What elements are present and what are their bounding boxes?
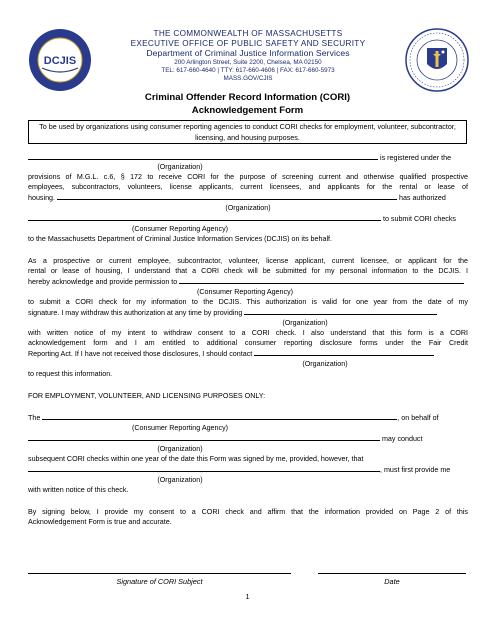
- para3-line3: subsequent CORI checks within one year of the date this Form was signed by me, provided, however, that: [28, 455, 364, 463]
- para3-line5: with written notice of this check.: [28, 486, 129, 494]
- para4-line2: Acknowledgement Form is true and accurate.: [28, 518, 172, 526]
- header-address: 200 Arlington Street, Suite 2200, Chelsea, MA 02150: [174, 59, 322, 66]
- para2-line7: acknowledgement form and I am entitled to additional consumer reporting disclosure forms under the Fair Credit: [28, 339, 468, 347]
- label-cra-1: (Consumer Reporting Agency): [131, 225, 229, 233]
- header-commonwealth: THE COMMONWEALTH OF MASSACHUSETTS: [153, 29, 343, 38]
- consumer-reporting-agency-field[interactable]: [42, 412, 397, 420]
- permission-line: [28, 276, 468, 288]
- label-cra-3: (Consumer Reporting Agency): [131, 424, 229, 432]
- date-label: Date: [384, 577, 400, 586]
- para2-line2: rental or lease of housing, I understand that a CORI check will be submitted for my personal information to the DCJIS. I: [28, 267, 468, 275]
- header-department: Department of Criminal Justice Information Services: [146, 48, 350, 58]
- text-housing: housing.: [28, 194, 55, 202]
- instructions-box: To be used by organizations using consumer reporting agencies to conduct CORI checks for employment, volunteer, subcontractor, licensing, and housing purposes.: [28, 120, 467, 144]
- label-organization-5: (Organization): [157, 445, 203, 453]
- text-submit-cori: to submit CORI checks: [382, 215, 456, 223]
- para2-line1: As a prospective or current employee, subcontractor, volunteer, license applicant, current licensee, or applicant for the: [28, 257, 468, 265]
- text-registered: is registered under the: [379, 154, 452, 162]
- text-provide-me: , must first provide me: [380, 466, 451, 474]
- organization-field[interactable]: [28, 152, 378, 160]
- para2-line6: with written notice of my intent to withdraw consent to a CORI check. I also understand that this form is a CORI: [28, 329, 468, 337]
- date-field[interactable]: [318, 573, 466, 574]
- organization-field[interactable]: [28, 433, 380, 441]
- label-organization-4: (Organization): [302, 360, 348, 368]
- para2-line4: to submit a CORI check for my information to the DCJIS. This authorization is valid for one year from the date of my: [28, 298, 468, 306]
- organization-field[interactable]: [57, 192, 397, 200]
- label-organization-6: (Organization): [157, 476, 203, 484]
- text-may-conduct: may conduct: [381, 435, 423, 443]
- dcjis-logo: [28, 28, 92, 92]
- organization-field[interactable]: [254, 348, 434, 356]
- text-permission: hereby acknowledge and provide permission to: [28, 278, 178, 286]
- provide-me-line: [28, 464, 468, 476]
- para2-line9: to request this information.: [28, 370, 113, 378]
- label-organization-1: (Organization): [157, 163, 203, 171]
- label-organization-3: (Organization): [282, 319, 328, 327]
- text-on-behalf: , on behalf of: [397, 414, 439, 422]
- cra-behalf-line: [28, 412, 468, 424]
- withdraw-line: [28, 307, 468, 319]
- signature-label: Signature of CORI Subject: [116, 577, 203, 586]
- may-conduct-line: [28, 433, 468, 445]
- section-heading: FOR EMPLOYMENT, VOLUNTEER, AND LICENSING PURPOSES ONLY:: [28, 392, 266, 400]
- text-withdraw: signature. I may withdraw this authorization at any time by providing: [28, 309, 243, 317]
- text-has-authorized: has authorized: [398, 194, 446, 202]
- form-subtitle: Acknowledgement Form: [191, 105, 304, 116]
- header-phone: TEL: 617-660-4640 | TTY: 617-660-4606 | FAX: 617-660-5973: [161, 67, 335, 74]
- label-cra-2: (Consumer Reporting Agency): [196, 288, 294, 296]
- dcjis-logo-text: DCJIS: [43, 55, 77, 67]
- housing-line: [28, 192, 468, 204]
- consumer-reporting-agency-field[interactable]: [179, 276, 464, 284]
- page-number: 1: [245, 592, 250, 601]
- consumer-reporting-agency-field[interactable]: [28, 213, 381, 221]
- massachusetts-seal: [405, 28, 469, 92]
- para1-line2: provisions of M.G.L. c.6, § 172 to receive CORI for the purpose of screening current and otherwise qualified prospective: [28, 173, 468, 181]
- text-contact: Reporting Act. If I have not received those disclosures, I should contact: [28, 350, 253, 358]
- para1-line6: to the Massachusetts Department of Criminal Justice Information Services (DCJIS) on its behalf.: [28, 235, 332, 243]
- contact-line: [28, 348, 468, 360]
- para1-line3: employees, subcontractors, volunteers, license applicants, current licensees, and applicants for the rental or lease of: [28, 183, 468, 191]
- text-the: The: [28, 414, 41, 422]
- label-organization-2: (Organization): [225, 204, 271, 212]
- organization-field[interactable]: [244, 307, 437, 315]
- organization-field[interactable]: [28, 464, 380, 472]
- form-title: Criminal Offender Record Information (CORI): [144, 92, 351, 103]
- para4-line1: By signing below, I provide my consent to a CORI check and affirm that the information provided on Page 2 of this: [28, 508, 468, 516]
- signature-field[interactable]: [28, 573, 291, 574]
- header-website: MASS.GOV/CJIS: [223, 75, 273, 82]
- cra-submit-line: [28, 213, 468, 225]
- header-executive-office: EXECUTIVE OFFICE OF PUBLIC SAFETY AND SECURITY: [130, 39, 366, 48]
